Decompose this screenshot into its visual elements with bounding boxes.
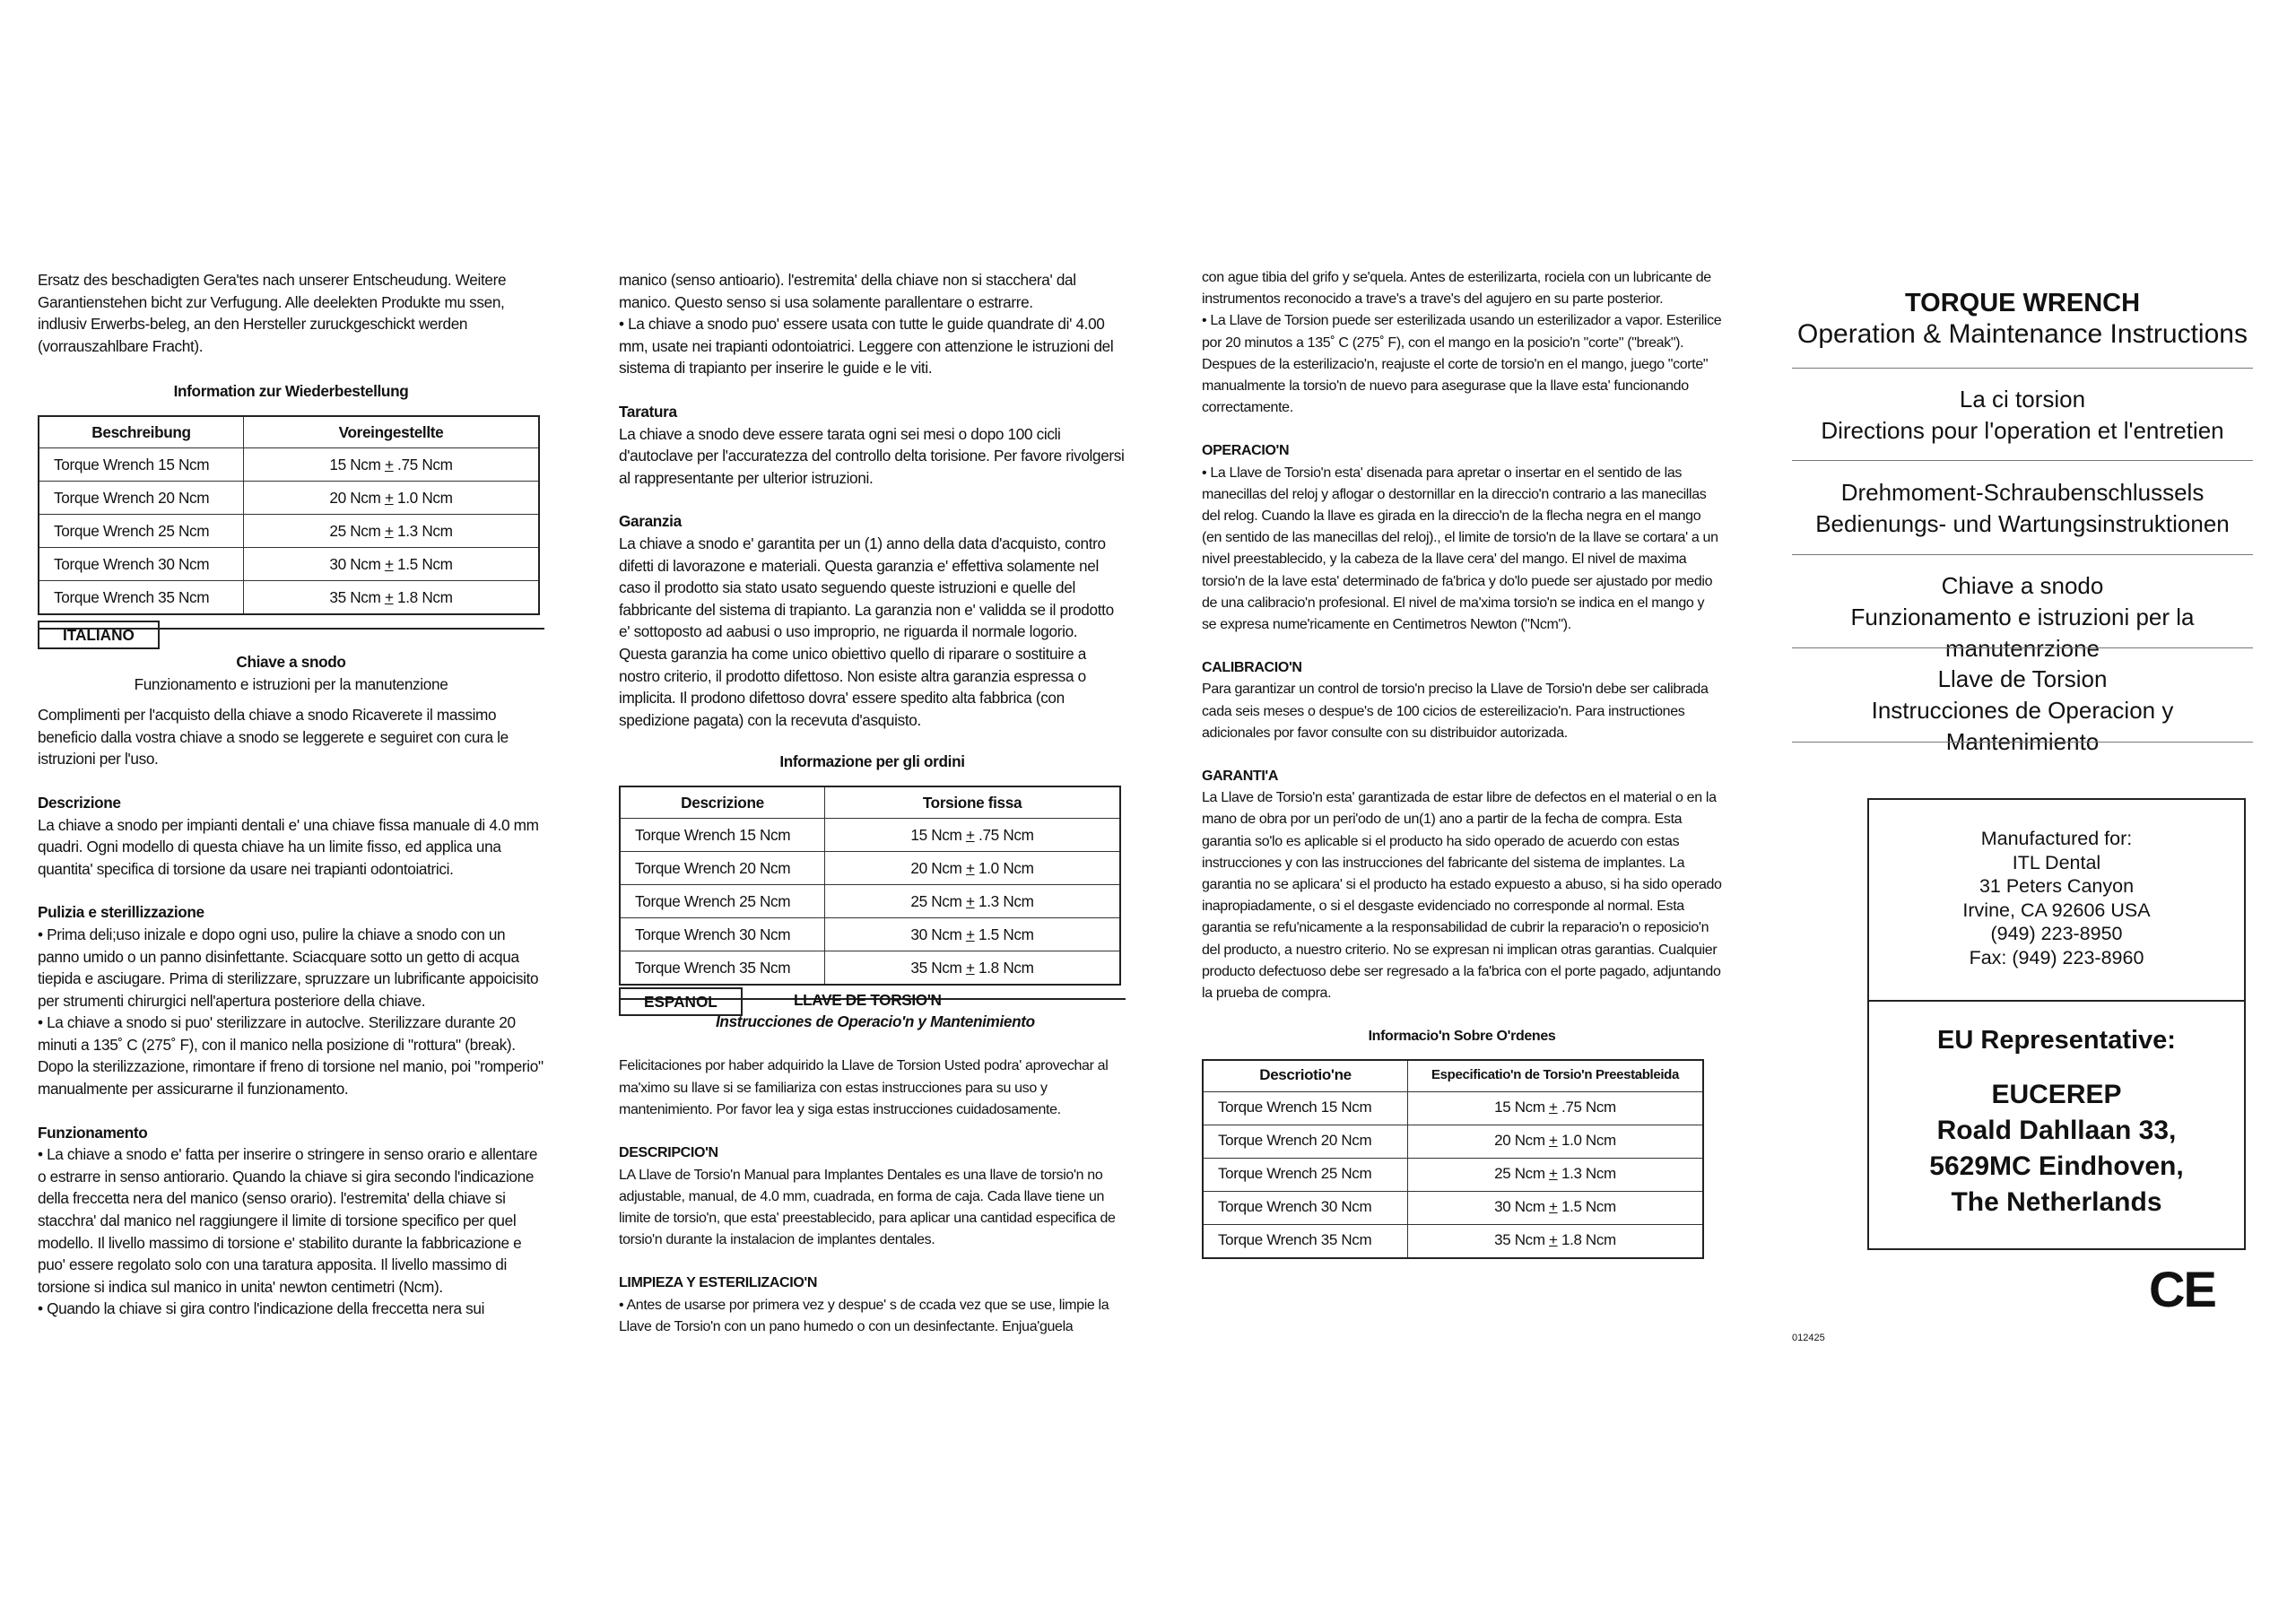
- table-header-specification: Especificatio'n de Torsio'n Preestableida: [1408, 1060, 1704, 1092]
- spanish-operation-heading: OPERACIO'N: [1202, 443, 1290, 459]
- table-cell-value: 20 Ncm + 1.0 Ncm: [825, 851, 1121, 884]
- table-row: [620, 917, 1120, 951]
- table-cell-value: 20 Ncm + 1.0 Ncm: [244, 481, 540, 514]
- table-cell-desc: Torque Wrench 25 Ncm: [39, 514, 244, 547]
- column-italian-spanish: [619, 269, 1126, 1338]
- german-table-title: Information zur Wiederbestellung: [173, 382, 409, 401]
- spanish-description-heading: DESCRIPCIO'N: [619, 1145, 718, 1161]
- divider: [1792, 368, 2253, 369]
- table-cell-value: 30 Ncm + 1.5 Ncm: [244, 547, 540, 580]
- table-row: [1203, 1191, 1703, 1224]
- table-row: [620, 818, 1120, 851]
- eu-rep-city: 5629MC Eindhoven,: [1929, 1151, 2184, 1181]
- italian-cover-title: Chiave a snodo: [1941, 572, 2104, 599]
- italian-function-3: • La chiave a snodo puo' essere usata con tutte le guide quandrate di' 4.00 mm, usate nei trapianti odontoiatrici. Leggere con attenzione le istruzioni del sistema di trapianto per inserire le guide e le viti.: [619, 315, 1114, 378]
- italian-function-heading: Funzionamento: [38, 1123, 148, 1142]
- table-row: [1203, 1224, 1703, 1258]
- italiano-tab: ITALIANO: [38, 621, 160, 649]
- table-cell-value: 15 Ncm + .75 Ncm: [825, 818, 1121, 851]
- table-cell-value: 35 Ncm + 1.8 Ncm: [825, 951, 1121, 985]
- spanish-warranty-text: La Llave de Torsio'n esta' garantizada de estar libre de defectos en el material o en la mano de obra por un peri'odo de un(1) ano a partir de la fecha de compra. Esta garantia so'lo es aplicable si el producto ha sido operado de acuerdo con estas instrucciones y con las instrucciones del fabricante del sistema de implantes. La garantia no se aplicara' si el producto ha estado expuesto a abuso, si ha sido operado inapropiadamente, o si el desgaste evidenciado no corresponde al normal. Esta garantia se refu'nicamente a la responsabilidad de cubrir la reparacio'n o reposicio'n del producto, a nuestro criterio. No se expresan ni implican otras garantias. Cualquier producto defectuoso debe ser regresado a la fa'brica con el porte pagado, adjuntando la prueba de compra.: [1202, 790, 1722, 1002]
- table-row: [1203, 1091, 1703, 1125]
- manufacturer-street: 31 Peters Canyon: [1979, 875, 2135, 897]
- italian-function-1: • La chiave a snodo e' fatta per inserire o stringere in senso orario e allentare o estrarre in senso antiorario. Quando la chiave si gira secondo l'indicazione della freccetta nera del manico (senso orario). l'estremita' della chiave si stacchra' dal manico nel raggiungere il limite di torsione specifico per quel modello. Il livello massimo di torsione e' stabilito durante la fabbricazione e puo' essere regolato solo con una taratura apposita. Il livello massimo di torsione si indica sul manico in unita' newton centimetri (Ncm).: [38, 1145, 538, 1296]
- italian-description-heading: Descrizione: [38, 793, 121, 812]
- spanish-cover-subtitle: Instrucciones de Operacion y Mantenimiento: [1871, 697, 2174, 755]
- german-title: Drehmoment-Schraubenschlussels: [1840, 479, 2205, 506]
- manufacturer-phone: (949) 223-8950: [1990, 923, 2123, 944]
- table-cell-value: 30 Ncm + 1.5 Ncm: [825, 917, 1121, 951]
- spanish-description-text: LA Llave de Torsio'n Manual para Implantes Dentales es una llave de torsio'n no adjustable, manual, de 4.0 mm, cuadrada, en forma de caja. Cada llave tiene un limite de torsio'n, que esta' preestablecido, para aplicar una cantidad especifica de torsio'n durante la instalacion de implantes dentales.: [619, 1167, 1116, 1248]
- table-header-description: Descrizione: [620, 786, 825, 819]
- german-subtitle: Bedienungs- und Wartungsinstruktionen: [1815, 510, 2230, 537]
- table-cell-value: 25 Ncm + 1.3 Ncm: [1408, 1158, 1704, 1191]
- divider: [1792, 460, 2253, 461]
- table-cell-desc: Torque Wrench 25 Ncm: [620, 884, 825, 917]
- divider: [1792, 554, 2253, 555]
- spanish-intro: Felicitaciones por haber adquirido la Llave de Torsion Usted podra' aprovechar al ma'ximo su llave si se familiariza con estas instrucciones para su uso y mantenimiento. Por favor lea y siga estas instrucciones cuidadosamente.: [619, 1058, 1109, 1117]
- table-cell-value: 15 Ncm + .75 Ncm: [1408, 1091, 1704, 1125]
- italian-warranty-heading: Garanzia: [619, 512, 682, 531]
- table-row: [39, 447, 539, 481]
- spanish-subtitle: Instrucciones de Operacio'n y Mantenimiento: [716, 1012, 1035, 1030]
- cover-title: TORQUE WRENCH: [1904, 289, 2141, 317]
- spanish-table-title: Informacio'n Sobre O'rdenes: [1368, 1029, 1556, 1045]
- table-cell-value: 15 Ncm + .75 Ncm: [244, 447, 540, 481]
- spanish-cleaning-continued: con ague tibia del grifo y se'quela. Antes de esterilizarta, rociela con un lubricante de instrumentos reconocido a trave's a trave's del agujero en su parte posterior.: [1202, 270, 1711, 308]
- table-cell-desc: Torque Wrench 35 Ncm: [620, 951, 825, 985]
- table-header-preset: Voreingestellte: [244, 416, 540, 448]
- italian-function-2: • Quando la chiave si gira contro l'indicazione della freccetta nera sui: [38, 1299, 485, 1318]
- italian-cleaning-1: • Prima deli;uso inizale e dopo ogni uso, pulire la chiave a snodo con un panno umido o un panno disinfettante. Sciacquare sotto un getto di acqua tiepida e asciugare. Prima di sterilizzare, spruzzare un lubrificante appoicisito per strumenti chirurgici nell'apertura posteriore della chiave.: [38, 925, 539, 1010]
- table-cell-desc: Torque Wrench 30 Ncm: [39, 547, 244, 580]
- table-cell-desc: Torque Wrench 20 Ncm: [620, 851, 825, 884]
- manufacturer-city: Irvine, CA 92606 USA: [1962, 899, 2151, 921]
- table-cell-desc: Torque Wrench 15 Ncm: [1203, 1091, 1408, 1125]
- italian-title: Chiave a snodo: [236, 652, 346, 671]
- spanish-order-table: [1202, 1059, 1704, 1259]
- table-cell-value: 25 Ncm + 1.3 Ncm: [825, 884, 1121, 917]
- french-title: La ci torsion: [1959, 386, 2086, 413]
- table-header-description: Descriotio'ne: [1203, 1060, 1408, 1092]
- eu-representative-heading: EU Representative:: [1937, 1026, 2176, 1055]
- italian-intro: Complimenti per l'acquisto della chiave a snodo Ricaverete il massimo beneficio dalla vostra chiave a snodo se leggerete e seguiret con cura le istruzioni per l'uso.: [38, 706, 509, 769]
- french-subtitle: Directions pour l'operation et l'entretien: [1821, 417, 2224, 444]
- italian-calibration-heading: Taratura: [619, 402, 677, 421]
- spanish-cleaning-heading: LIMPIEZA Y ESTERILIZACIO'N: [619, 1275, 818, 1291]
- table-row: [620, 884, 1120, 917]
- eu-rep-street: Roald Dahllaan 33,: [1936, 1116, 2177, 1145]
- spanish-title: LLAVE DE TORSIO'N: [794, 990, 942, 1009]
- spanish-cleaning-1: • Antes de usarse por primera vez y despue' s de ccada vez que se use, limpie la Llave de Torsio'n con un pano humedo o con un desinfectante. Enjua'guela: [619, 1298, 1109, 1335]
- cover-subtitle: Operation & Maintenance Instructions: [1797, 319, 2248, 349]
- italian-order-table: [619, 786, 1121, 986]
- eu-representative: [1869, 1026, 2244, 1220]
- manufacturer-fax: Fax: (949) 223-8960: [1969, 946, 2144, 969]
- table-header-fixed-torque: Torsione fissa: [825, 786, 1121, 819]
- table-row: [39, 481, 539, 514]
- table-cell-desc: Torque Wrench 35 Ncm: [1203, 1224, 1408, 1258]
- eu-rep-country: The Netherlands: [1951, 1187, 2162, 1217]
- manufacturer-name: ITL Dental: [2012, 851, 2101, 873]
- table-cell-desc: Torque Wrench 25 Ncm: [1203, 1158, 1408, 1191]
- spanish-cover-title: Llave de Torsion: [1937, 665, 2108, 692]
- table-row: [39, 514, 539, 547]
- table-cell-desc: Torque Wrench 15 Ncm: [39, 447, 244, 481]
- table-cell-desc: Torque Wrench 15 Ncm: [620, 818, 825, 851]
- table-cell-desc: Torque Wrench 20 Ncm: [1203, 1125, 1408, 1158]
- italian-cover-subtitle: Funzionamento e istruzioni per la manutenrzione: [1850, 604, 2195, 662]
- espanol-tab: ESPANOL: [619, 987, 743, 1016]
- table-cell-value: 35 Ncm + 1.8 Ncm: [244, 580, 540, 614]
- table-cell-value: 20 Ncm + 1.0 Ncm: [1408, 1125, 1704, 1158]
- manufactured-for-label: Manufactured for:: [1980, 828, 2133, 849]
- divider: [1792, 742, 2253, 743]
- table-cell-desc: Torque Wrench 30 Ncm: [620, 917, 825, 951]
- italian-calibration-text: La chiave a snodo deve essere tarata ogni sei mesi o dopo 100 cicli d'autoclave per l'accuratezza del controllo delta torisione. Per favore rivolgersi al rappresentante per ulterior istruzioni.: [619, 424, 1125, 487]
- table-row: [620, 851, 1120, 884]
- italian-cleaning-heading: Pulizia e sterillizzazione: [38, 903, 204, 922]
- german-warranty-text: Ersatz des beschadigten Gera'tes nach unserer Entscheudung. Weitere Garantienstehen bicht zur Verfugung. Alle deelekten Produkte mu ssen, indlusiv Erwerbs-beleg, an den Hersteller zuruckgeschickt werden (vorrauszahlbare Fracht).: [38, 271, 507, 355]
- column-spanish: [1202, 267, 1722, 1259]
- table-cell-desc: Torque Wrench 30 Ncm: [1203, 1191, 1408, 1224]
- cover-panel: [1792, 0, 2253, 1607]
- italian-function-continued: manico (senso antioario). l'estremita' della chiave non si stacchera' dal manico. Questo senso si usa solamente parallentare o estrarre.: [619, 271, 1076, 311]
- ce-mark-icon: CE: [2149, 1261, 2215, 1317]
- divider: [1792, 647, 2253, 648]
- table-cell-value: 30 Ncm + 1.5 Ncm: [1408, 1191, 1704, 1224]
- table-row: [1203, 1158, 1703, 1191]
- spanish-operation-text: • La Llave de Torsio'n esta' disenada para apretar o insertar en el sentido de las manecillas del reloj y aflogar o destornillar en la direccio'n contrario a las manecillas del relog. Cuando la llave es girada en la direccio'n de la flecha negra en el mango (en sentido de las manecillas del reloj)., el limite de torsio'n de la llave se cortara' a un nivel preestablecido, y la cabeza de la llave cera' del mango. El nivel de maxima torsio'n de la lave esta' determinado de fa'brica y do'lo puede ser ajustado por medio de una calibracio'n profesional. El nivel de ma'xima torsio'n se indica en el mango y se expresa nume'ricamente en Centimetros Newton ("Ncm").: [1202, 465, 1718, 633]
- table-row: [39, 580, 539, 614]
- spanish-calibration-heading: CALIBRACIO'N: [1202, 660, 1302, 676]
- table-row: [39, 547, 539, 580]
- table-cell-value: 35 Ncm + 1.8 Ncm: [1408, 1224, 1704, 1258]
- italian-warranty-text: La chiave a snodo e' garantita per un (1) anno della data d'acquisto, contro difetti di lavorazone e materiali. Questa garanzia e' effettiva solamente nel caso il prodotto sia stato usato seguendo queste istruzioni e quelle del fabbricante del sistema di trapianto. La garanzia non e' validda se il prodotto e' sottoposto ad aabusi o uso improprio, ne riguarda il normale logorio. Questa garanzia ha come unico obiettivo quello di riparare o sostituire a nostro criterio, il prodotto difettoso. Non esiste altra garanzia espressa o implicita. Il prodono difettoso dovra' essere spedito alta fabbrica (con spedizione pagata) con la recevuta d'asquisto.: [619, 534, 1114, 729]
- divider: [1869, 1000, 2244, 1002]
- german-reorder-table: [38, 415, 540, 615]
- column-german-italian: [38, 269, 544, 1320]
- table-cell-desc: Torque Wrench 35 Ncm: [39, 580, 244, 614]
- table-row: [620, 951, 1120, 985]
- table-cell-desc: Torque Wrench 20 Ncm: [39, 481, 244, 514]
- table-row: [1203, 1125, 1703, 1158]
- spanish-warranty-heading: GARANTI'A: [1202, 769, 1279, 785]
- eu-rep-name: EUCEREP: [1991, 1080, 2122, 1109]
- spanish-calibration-text: Para garantizar un control de torsio'n preciso la Llave de Torsio'n debe ser calibrada cada seis meses o despue's de 100 cicios de estereilizacio'n. Para instructiones adicionales por favor consulte con su distribuidor autorizada.: [1202, 682, 1709, 741]
- table-header-description: Beschreibung: [39, 416, 244, 448]
- spanish-cleaning-2: • La Llave de Torsion puede ser esterilizada usando un esterilizador a vapor. Esterilice por 20 minutos a 135˚ C (275˚ F), con el mango en la posicio'n "corte" ("break"). Despues de la esterilizacio'n, reajuste el corte de torsio'n en el mango, juego "corte" manualmente la torsio'n de nuevo para asegurase que la llave esta' funcionando correctamente.: [1202, 313, 1722, 416]
- document-code: 012425: [1792, 1333, 1825, 1343]
- italian-description-text: La chiave a snodo per impianti dentali e' una chiave fissa manuale di 4.0 mm quadri. Ogni modello di questa chiave ha un limite fisso, ed applica una quantita' specifica di torsione da usare nei trapianti odontoiatrici.: [38, 815, 539, 878]
- italian-table-title: Informazione per gli ordini: [779, 752, 965, 771]
- manufacturer-box: [1867, 798, 2246, 1250]
- italian-subtitle: Funzionamento e istruzioni per la manutenzione: [134, 674, 448, 693]
- table-cell-value: 25 Ncm + 1.3 Ncm: [244, 514, 540, 547]
- italian-cleaning-2: • La chiave a snodo si puo' sterilizzare in autoclve. Sterilizzare durante 20 minuti a 135˚ C (275˚ F), con il manico nella posizione di "rottura" (break). Dopo la sterilizzazione, rimontare if freno di torsione nel manio, poi "romperio" manualmente per assicurarne il funzionamento.: [38, 1013, 544, 1099]
